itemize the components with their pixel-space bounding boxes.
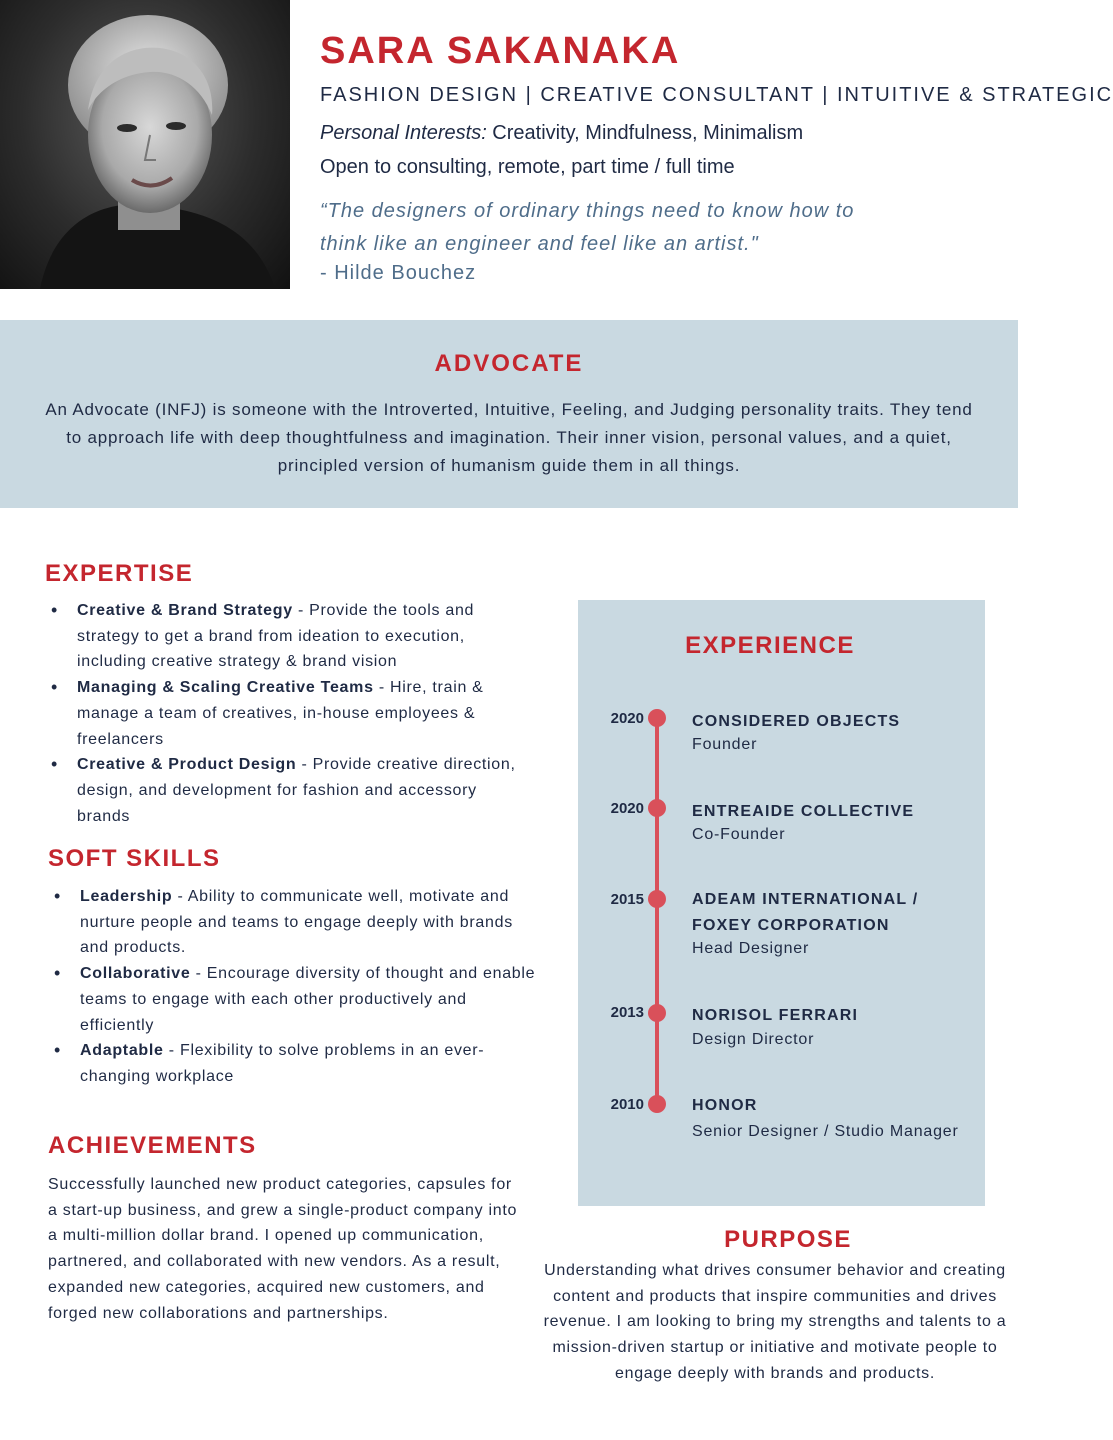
timeline-year: 2010 (610, 1096, 644, 1113)
soft-skills-title: SOFT SKILLS (48, 845, 221, 872)
item-bold: Managing & Scaling Creative Teams (77, 679, 374, 697)
personal-interests (320, 122, 803, 145)
timeline-line (655, 718, 659, 1104)
experience-title: EXPERIENCE (685, 632, 855, 659)
purpose-title: PURPOSE (724, 1226, 852, 1253)
item-bold: Collaborative (80, 965, 191, 983)
advocate-title: ADVOCATE (434, 350, 584, 377)
list-item (45, 598, 535, 675)
timeline-role: Co-Founder (692, 826, 786, 843)
purpose-text: Understanding what drives consumer behavior and creating content and products that inspire communities and drives revenue. I am looking to bring my strengths and talents to a mission-driven startup or initiative and motivate people to engage deeply with brands and products. (543, 1262, 1007, 1382)
expertise-list (45, 598, 535, 829)
interests-label: Personal Interests: (320, 122, 487, 144)
item-text: - Ability to communicate well, motivate and nurture people and teams to engage deeply with brands and products. (80, 888, 513, 957)
list-item (45, 675, 535, 752)
list-item (48, 961, 538, 1038)
achievements-title: ACHIEVEMENTS (48, 1132, 257, 1159)
timeline-company: HONOR (692, 1097, 758, 1114)
timeline-year: 2020 (610, 710, 644, 727)
item-text: - Hire, train & manage a team of creatives, in-house employees & freelancers (77, 679, 484, 748)
timeline-role: Design Director (692, 1031, 815, 1048)
timeline-company: CONSIDERED OBJECTS (692, 713, 901, 730)
quote-author: - Hilde Bouchez (320, 262, 477, 284)
item-bold: Leadership (80, 888, 173, 905)
portrait-image (0, 0, 290, 289)
timeline-dot (648, 890, 666, 908)
advocate-text: An Advocate (INFJ) is someone with the Introverted, Intuitive, Feeling, and Judging personality traits. They tend to approach life with deep thoughtfulness and imagination. Their inner vision, personal values, and a quiet, principled version of humanism guide them in all things. (45, 400, 973, 475)
item-bold: Adaptable (80, 1042, 164, 1060)
timeline-role: Head Designer (692, 940, 810, 957)
timeline-year: 2020 (610, 800, 644, 817)
item-text: - Provide creative direction, design, and development for fashion and accessory brands (77, 756, 516, 825)
soft-skills-list (48, 884, 538, 1090)
timeline-company: ENTREAIDE COLLECTIVE (692, 803, 915, 820)
person-name: SARA SAKANAKA (320, 30, 681, 72)
profile-photo (0, 0, 290, 289)
timeline-company: NORISOL FERRARI (692, 1007, 859, 1024)
achievements-text: Successfully launched new product categories, capsules for a start-up business, and grew a single-product company into a multi-million dollar brand. I opened up communication, partnered, and collaborated with new vendors. As a result, expanded new categories, acquired new customers, and forged new collaborations and partnerships. (48, 1176, 518, 1322)
item-text: - Provide the tools and strategy to get a brand from ideation to execution, including creative strategy & brand vision (77, 602, 475, 671)
advocate-band (0, 320, 1018, 508)
timeline-role: Founder (692, 736, 758, 753)
item-text: - Encourage diversity of thought and enable teams to engage with each other productively and efficiently (80, 965, 536, 1034)
timeline-role: Senior Designer / Studio Manager (692, 1123, 959, 1140)
tagline: FASHION DESIGN | CREATIVE CONSULTANT | INTUITIVE & STRATEGIC (320, 84, 1113, 106)
list-item (48, 1038, 538, 1089)
quote: “The designers of ordinary things need to know how to think like an engineer and feel like an artist." (320, 200, 855, 255)
timeline-year: 2015 (610, 891, 644, 908)
timeline-company: ADEAM INTERNATIONAL / FOXEY CORPORATION (692, 891, 919, 934)
item-bold: Creative & Brand Strategy (77, 602, 293, 619)
item-bold: Creative & Product Design (77, 756, 297, 774)
timeline-year: 2013 (610, 1004, 644, 1021)
timeline-dot (648, 799, 666, 817)
item-text: - Flexibility to solve problems in an ever-changing workplace (80, 1042, 485, 1085)
timeline-dot (648, 1095, 666, 1113)
list-item (48, 884, 538, 961)
expertise-title: EXPERTISE (45, 560, 194, 587)
timeline-dot (648, 709, 666, 727)
interests-value: Creativity, Mindfulness, Minimalism (486, 122, 804, 144)
list-item (45, 752, 535, 829)
timeline-dot (648, 1004, 666, 1022)
availability: Open to consulting, remote, part time / full time (320, 156, 735, 178)
